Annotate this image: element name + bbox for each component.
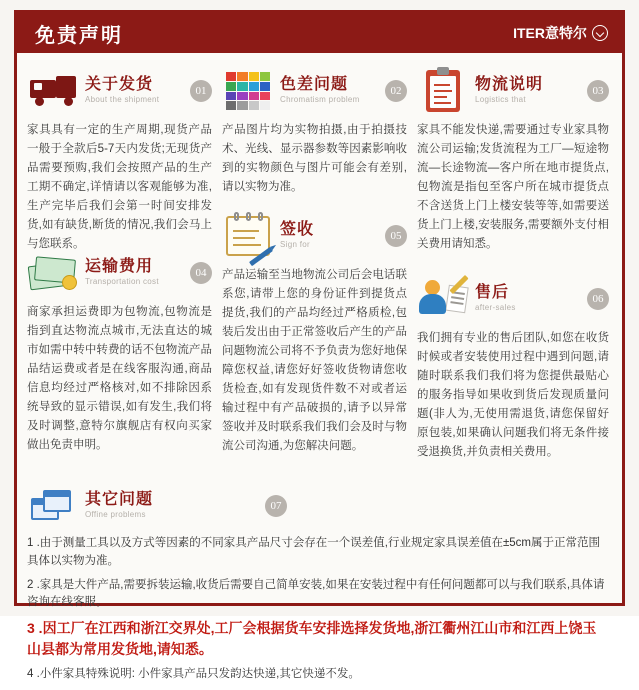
section-title-cn: 售后 [475,284,510,302]
section-title-cn: 物流说明 [475,76,544,94]
section-header [417,63,609,119]
section-other-problems [27,478,287,534]
section-number: 04 [190,262,212,284]
money-icon [27,250,79,296]
check-circle-icon [592,25,608,41]
page-header [17,13,622,53]
section-title-cn: 签收 [280,221,315,239]
section-title-en: Logistics that [475,95,526,105]
section-titles [85,77,184,104]
section-sign-for [222,208,407,456]
section-title-en: Sign for [280,240,310,250]
section-header [27,478,287,534]
section-number: 02 [385,80,407,102]
list-item: 2 .家具是大件产品,需要拆装运输,收货后需要自己简单安装,如果在安装过程中有任何问题都可以与我们联系,具体请咨询在线客服。 [27,578,605,609]
other-problems-list [27,535,609,690]
content-body [17,53,622,681]
section-title-en: after-sales [475,303,516,313]
section-titles [475,285,581,312]
section-chromatism [222,63,407,197]
section-title-cn: 运输费用 [85,258,154,276]
content-frame [14,10,625,681]
section-number: 01 [190,80,212,102]
section-text: 商家承担运费即为包物流,包物流是指到直达物流点城市,无法直达的城市如需中转中转费的话不包物流产品品结运费或者是在线客服沟通,商品信息均经过严格核对,如不排除因系统导致的显示错误,如有发生,我们将及时调整,意特尔旗舰店有权向买家做出免责申明。 [27,306,212,451]
section-header [222,63,407,119]
list-item: 4 .小件家具特殊说明: 小件家具产品只发韵达快递,其它快递不发。 [27,668,360,681]
section-titles [280,222,379,249]
page-title: 免责声明 [35,24,123,47]
section-header [417,271,609,327]
section-titles [85,259,184,286]
after-sales-icon [417,276,469,322]
brand-logo [513,23,608,43]
color-swatch-icon [222,68,274,114]
section-header [222,208,407,264]
list-item: 1 .由于测量工具以及方式等因素的不同家具产品尺寸会存在一个误差值,行业规定家具误差值在±5cm属于正常范围具体以实物为准。 [27,537,601,567]
section-text: 家具不能发快递,需要通过专业家具物流公司运输;发货流程为工厂—短途物流—长途物流—客户所在地市提货点,包物流是指包至客户所在城市提货点不含送货上门上楼安装等等,如需要送货上门上楼,安装服务,需要额外支付相关费用请知悉。 [417,124,609,250]
section-number: 03 [587,80,609,102]
section-text: 产品图片均为实物拍摄,由于拍摄技术、光线、显示器参数等因素影响收到的实物颜色与图片可能会有差别,请以实物为准。 [222,124,407,193]
section-title-en: Transportation cost [85,277,159,287]
section-shipment [27,63,212,254]
section-number: 05 [385,225,407,247]
section-title-en: Chromatism problem [280,95,360,105]
section-title-en: About the shipment [85,95,160,105]
truck-icon [27,68,79,114]
windows-icon [27,483,79,529]
section-title-en: Offine problems [85,510,146,520]
clipboard-icon [417,68,469,114]
section-text: 产品运输至当地物流公司后会电话联系您,请带上您的身份证件到提货点提货,我们的产品均经过严格质检,包装后发出由于正常签收后产生的产品问题物流公司将不予负责为您好地保障您权益,请您好好签收货物请您收货检查,如有发现货件数不对或者运输过程中有产品破损的,请予以异常签收并及时联系我们我们会及时与物流公司沟通,为您解决问题。 [222,269,407,452]
section-title-cn: 色差问题 [280,76,349,94]
section-text: 我们拥有专业的售后团队,如您在收货时候或者安装使用过程中遇到问题,请随时联系我们我们将为您提供最贴心的服务指导如果收到货后发现质量问题(非人为,无使用需退货,请您保留好原包装,如果确认问题我们将无条件接受退换货,并负责相关费用。 [417,332,609,458]
section-number: 06 [587,288,609,310]
section-text: 家具具有一定的生产周期,现货产品一般于全款后5-7天内发货;无现货产品需要预购,我们会按照产品的生产工期不确定,详情请以客观能够为准,生产完毕后我们会第一时间安排发货,如有缺货,断货的情况,我们会马上与您联系。 [27,124,212,250]
section-logistics [417,63,609,254]
section-after-sales [417,271,609,462]
section-title-cn: 其它问题 [85,491,154,509]
section-titles [475,77,581,104]
brand-name: ITER意特尔 [513,25,587,41]
section-title-cn: 关于发货 [85,76,154,94]
list-item: 3 .因工厂在江西和浙江交界处,工厂会根据货车安排选择发货地,浙江衢州江山市和江西上饶玉山县都为常用发货地,请知悉。 [27,620,597,658]
section-transport-cost [27,245,212,455]
section-number: 07 [265,495,287,517]
section-titles [85,492,259,519]
notepad-pen-icon [222,213,274,259]
section-titles [280,77,379,104]
section-header [27,245,212,301]
section-header [27,63,212,119]
